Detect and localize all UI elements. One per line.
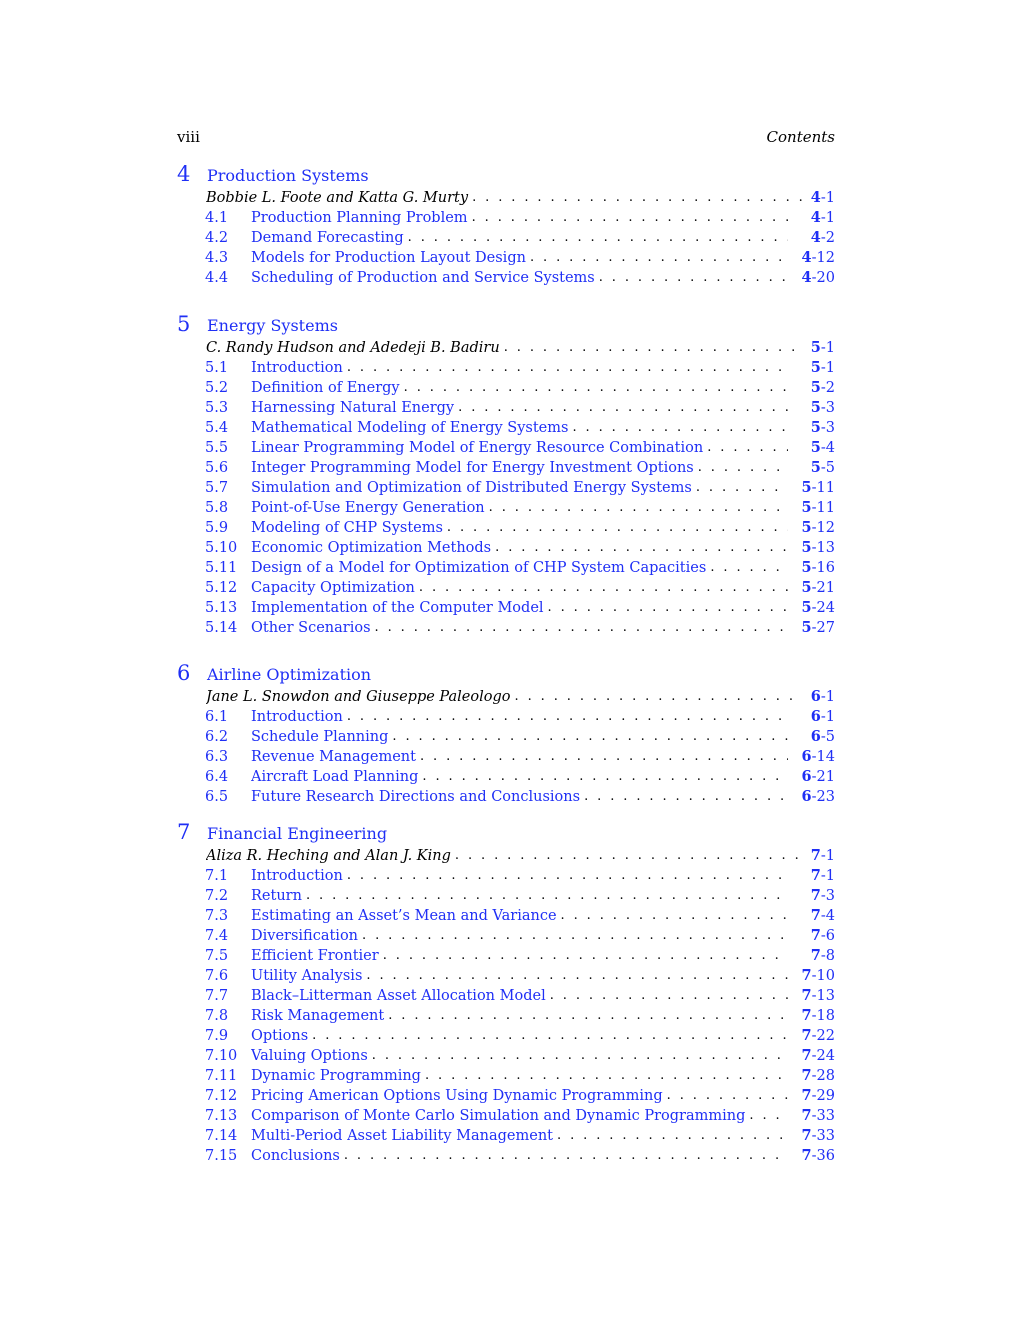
page-reference-link[interactable]: 7-33 <box>801 1107 835 1124</box>
toc-entry[interactable] <box>177 966 835 986</box>
dot-leader <box>408 228 788 248</box>
page-reference-link[interactable]: 7-1 <box>810 847 835 864</box>
dot-leader <box>550 986 788 1006</box>
section-title-link[interactable]: Simulation and Optimization of Distributed Energy Systems <box>251 480 692 496</box>
section-number[interactable]: 5.10 <box>205 540 238 556</box>
toc-entry[interactable] <box>177 1086 835 1106</box>
toc-entry[interactable] <box>177 1046 835 1066</box>
toc-entry[interactable] <box>177 1106 835 1126</box>
page-reference-link[interactable]: 5-5 <box>810 459 835 476</box>
toc-entry[interactable] <box>177 618 835 638</box>
dot-leader <box>548 598 788 618</box>
running-head-title: Contents <box>766 128 835 146</box>
page-reference-link[interactable]: 6-14 <box>801 748 835 765</box>
page-reference-link[interactable]: 7-13 <box>801 987 835 1004</box>
section-number[interactable]: 7.6 <box>205 968 229 984</box>
toc-entry[interactable] <box>177 886 835 906</box>
dot-leader <box>530 248 788 268</box>
toc-entry[interactable] <box>177 208 835 228</box>
page-reference-link[interactable]: 4-20 <box>801 269 835 286</box>
section-number[interactable]: 7.5 <box>205 948 229 964</box>
chapter-heading[interactable] <box>177 661 835 687</box>
dot-leader <box>312 1026 788 1046</box>
section-number[interactable]: 5.13 <box>205 600 238 616</box>
page-reference-link[interactable]: 7-10 <box>801 967 835 984</box>
dot-leader <box>667 1086 788 1106</box>
page-reference-link[interactable]: 5-21 <box>801 579 835 596</box>
chapter-block <box>177 162 835 288</box>
section-number[interactable]: 7.1 <box>205 868 229 884</box>
toc-entry[interactable] <box>177 707 835 727</box>
chapter-title-link[interactable]: Airline Optimization <box>207 665 372 684</box>
page-reference-link[interactable]: 4-2 <box>810 229 835 246</box>
page-reference-link[interactable]: 5-12 <box>801 519 835 536</box>
dot-leader <box>306 886 788 906</box>
dot-leader <box>344 1146 788 1166</box>
chapter-number[interactable]: 4 <box>177 162 191 186</box>
section-title-link[interactable]: Introduction <box>251 709 343 725</box>
dot-leader <box>707 438 788 458</box>
toc-entry[interactable] <box>177 558 835 578</box>
toc-entry[interactable] <box>177 1026 835 1046</box>
toc-entry[interactable] <box>177 926 835 946</box>
page-reference-link[interactable]: 5-11 <box>801 499 835 516</box>
toc-entry[interactable] <box>177 578 835 598</box>
section-title-link[interactable]: Options <box>251 1028 309 1044</box>
page-reference-link[interactable]: 5-1 <box>810 339 835 356</box>
chapter-number[interactable]: 7 <box>177 820 191 844</box>
toc-entry[interactable] <box>177 228 835 248</box>
section-title-link[interactable]: Risk Management <box>251 1008 385 1024</box>
section-number[interactable]: 5.6 <box>205 460 229 476</box>
dot-leader <box>515 687 803 707</box>
section-title-link[interactable]: Comparison of Monte Carlo Simulation and Dynamic Programming <box>251 1108 746 1124</box>
chapter-authors-row <box>177 338 835 358</box>
section-number[interactable]: 4.2 <box>205 230 229 246</box>
page-reference-link[interactable]: 4-1 <box>810 209 835 226</box>
dot-leader <box>696 478 788 498</box>
section-title-link[interactable]: Design of a Model for Optimization of CHP System Capacities <box>251 560 707 576</box>
section-number[interactable]: 6.1 <box>205 709 229 725</box>
toc-entry[interactable] <box>177 438 835 458</box>
dot-leader <box>420 747 788 767</box>
section-number[interactable]: 5.9 <box>205 520 229 536</box>
page-reference-link[interactable]: 7-8 <box>810 947 835 964</box>
chapter-authors: Jane L. Snowdon and Giuseppe Paleologo <box>206 689 511 705</box>
toc-entry[interactable] <box>177 1006 835 1026</box>
section-title-link[interactable]: Utility Analysis <box>251 968 363 984</box>
page-reference-link[interactable]: 7-4 <box>810 907 835 924</box>
section-title-link[interactable]: Implementation of the Computer Model <box>251 600 544 616</box>
toc-entry[interactable] <box>177 498 835 518</box>
section-title-link[interactable]: Conclusions <box>251 1148 340 1164</box>
chapter-number[interactable]: 5 <box>177 312 191 336</box>
page-reference-link[interactable]: 5-4 <box>810 439 835 456</box>
section-number[interactable]: 7.15 <box>205 1148 238 1164</box>
section-number[interactable]: 4.1 <box>205 210 229 226</box>
chapter-block <box>177 312 835 638</box>
dot-leader <box>572 418 788 438</box>
dot-leader <box>392 727 788 747</box>
section-title-link[interactable]: Pricing American Options Using Dynamic Programming <box>251 1088 663 1104</box>
dot-leader <box>698 458 788 478</box>
section-number[interactable]: 4.3 <box>205 250 229 266</box>
toc-entry[interactable] <box>177 538 835 558</box>
chapter-heading[interactable] <box>177 312 835 338</box>
chapter-title-link[interactable]: Production Systems <box>207 166 369 185</box>
section-title-link[interactable]: Modeling of CHP Systems <box>251 520 443 536</box>
page-reference-link[interactable]: 6-23 <box>801 788 835 805</box>
section-title-link[interactable]: Demand Forecasting <box>251 230 404 246</box>
page-reference-link[interactable]: 5-3 <box>810 399 835 416</box>
toc-entry[interactable] <box>177 518 835 538</box>
dot-leader <box>372 1046 788 1066</box>
chapter-authors: Bobbie L. Foote and Katta G. Murty <box>206 190 469 206</box>
page-reference-link[interactable]: 5-1 <box>810 359 835 376</box>
section-title-link[interactable]: Definition of Energy <box>251 380 400 396</box>
chapter-heading[interactable] <box>177 820 835 846</box>
page-reference-link[interactable]: 5-27 <box>801 619 835 636</box>
section-title-link[interactable]: Return <box>251 888 302 904</box>
dot-leader <box>504 338 802 358</box>
section-title-link[interactable]: Harnessing Natural Energy <box>251 400 455 416</box>
page-reference-link[interactable]: 7-18 <box>801 1007 835 1024</box>
section-title-link[interactable]: Schedule Planning <box>251 729 389 745</box>
toc-entry[interactable] <box>177 598 835 618</box>
dot-leader <box>472 188 802 208</box>
section-number[interactable]: 5.3 <box>205 400 229 416</box>
section-title-link[interactable]: Black–Litterman Asset Allocation Model <box>251 988 546 1004</box>
section-title-link[interactable]: Point-of-Use Energy Generation <box>251 500 485 516</box>
page-reference-link[interactable]: 5-3 <box>810 419 835 436</box>
dot-leader <box>425 1066 788 1086</box>
page-reference-link[interactable]: 5-11 <box>801 479 835 496</box>
section-title-link[interactable]: Valuing Options <box>251 1048 368 1064</box>
section-number[interactable]: 7.12 <box>205 1088 238 1104</box>
dot-leader <box>458 398 788 418</box>
dot-leader <box>710 558 788 578</box>
section-title-link[interactable]: Efficient Frontier <box>251 948 379 964</box>
dot-leader <box>422 767 788 787</box>
page-reference-link[interactable]: 7-6 <box>810 927 835 944</box>
section-number[interactable]: 7.4 <box>205 928 229 944</box>
toc-entry[interactable] <box>177 787 835 807</box>
dot-leader <box>557 1126 788 1146</box>
section-number[interactable]: 7.14 <box>205 1128 238 1144</box>
page-reference-link[interactable]: 7-3 <box>810 887 835 904</box>
chapter-authors-row <box>177 687 835 707</box>
section-title-link[interactable]: Scheduling of Production and Service Systems <box>251 270 595 286</box>
section-title-link[interactable]: Mathematical Modeling of Energy Systems <box>251 420 569 436</box>
dot-leader <box>388 1006 788 1026</box>
dot-leader <box>472 208 788 228</box>
toc-entry[interactable] <box>177 248 835 268</box>
section-number[interactable]: 6.2 <box>205 729 229 745</box>
dot-leader <box>561 906 788 926</box>
page-reference-link[interactable]: 5-16 <box>801 559 835 576</box>
section-title-link[interactable]: Multi-Period Asset Liability Management <box>251 1128 554 1144</box>
chapter-authors: Aliza R. Heching and Alan J. King <box>206 848 451 864</box>
dot-leader <box>362 926 788 946</box>
page-reference-link[interactable]: 7-24 <box>801 1047 835 1064</box>
page-reference-link[interactable]: 6-21 <box>801 768 835 785</box>
section-title-link[interactable]: Integer Programming Model for Energy Investment Options <box>251 460 694 476</box>
section-title-link[interactable]: Estimating an Asset’s Mean and Variance <box>251 908 557 924</box>
dot-leader <box>599 268 788 288</box>
running-head <box>177 127 835 147</box>
page-reference-link[interactable]: 7-28 <box>801 1067 835 1084</box>
dot-leader <box>383 946 788 966</box>
dot-leader <box>375 618 788 638</box>
page-reference-link[interactable]: 5-2 <box>810 379 835 396</box>
toc-entry[interactable] <box>177 358 835 378</box>
section-number[interactable]: 7.2 <box>205 888 229 904</box>
section-number[interactable]: 6.4 <box>205 769 229 785</box>
chapter-block <box>177 820 835 1166</box>
toc-entry[interactable] <box>177 268 835 288</box>
page-reference-link[interactable]: 6-1 <box>810 708 835 725</box>
toc-entry[interactable] <box>177 866 835 886</box>
section-title-link[interactable]: Revenue Management <box>251 749 416 765</box>
section-number[interactable]: 7.7 <box>205 988 229 1004</box>
section-number[interactable]: 7.3 <box>205 908 229 924</box>
toc-entry[interactable] <box>177 986 835 1006</box>
section-title-link[interactable]: Production Planning Problem <box>251 210 468 226</box>
page-reference-link[interactable]: 7-36 <box>801 1147 835 1164</box>
page-reference-link[interactable]: 4-12 <box>801 249 835 266</box>
page-reference-link[interactable]: 4-1 <box>810 189 835 206</box>
dot-leader <box>419 578 788 598</box>
dot-leader <box>749 1106 788 1126</box>
section-number[interactable]: 5.12 <box>205 580 238 596</box>
section-number[interactable]: 5.14 <box>205 620 238 636</box>
toc-entry[interactable] <box>177 458 835 478</box>
toc-entry[interactable] <box>177 378 835 398</box>
toc-entry[interactable] <box>177 1146 835 1166</box>
dot-leader <box>495 538 788 558</box>
section-number[interactable]: 5.11 <box>205 560 238 576</box>
section-number[interactable]: 7.9 <box>205 1028 229 1044</box>
chapter-title-link[interactable]: Financial Engineering <box>207 824 388 843</box>
toc-entry[interactable] <box>177 478 835 498</box>
chapter-title-link[interactable]: Energy Systems <box>207 316 338 335</box>
section-title-link[interactable]: Other Scenarios <box>251 620 371 636</box>
chapter-number[interactable]: 6 <box>177 661 191 685</box>
page-reference-link[interactable]: 5-13 <box>801 539 835 556</box>
section-title-link[interactable]: Diversification <box>251 928 359 944</box>
page-reference-link[interactable]: 7-33 <box>801 1127 835 1144</box>
toc-entry[interactable] <box>177 398 835 418</box>
dot-leader <box>447 518 788 538</box>
section-number[interactable]: 7.10 <box>205 1048 238 1064</box>
toc-entry[interactable] <box>177 747 835 767</box>
section-title-link[interactable]: Introduction <box>251 868 343 884</box>
dot-leader <box>347 358 788 378</box>
section-number[interactable]: 5.8 <box>205 500 229 516</box>
page-reference-link[interactable]: 7-29 <box>801 1087 835 1104</box>
section-number[interactable]: 5.1 <box>205 360 229 376</box>
dot-leader <box>366 966 788 986</box>
page-reference-link[interactable]: 6-1 <box>810 688 835 705</box>
dot-leader <box>489 498 788 518</box>
dot-leader <box>347 707 788 727</box>
toc-entry[interactable] <box>177 1126 835 1146</box>
section-number[interactable]: 6.5 <box>205 789 229 805</box>
section-number[interactable]: 7.11 <box>205 1068 238 1084</box>
page-reference-link[interactable]: 6-5 <box>810 728 835 745</box>
toc-entry[interactable] <box>177 906 835 926</box>
chapter-block <box>177 661 835 807</box>
section-title-link[interactable]: Introduction <box>251 360 343 376</box>
dot-leader <box>455 846 802 866</box>
page-reference-link[interactable]: 5-24 <box>801 599 835 616</box>
section-title-link[interactable]: Aircraft Load Planning <box>251 769 419 785</box>
section-title-link[interactable]: Capacity Optimization <box>251 580 415 596</box>
section-number[interactable]: 5.5 <box>205 440 229 456</box>
section-title-link[interactable]: Dynamic Programming <box>251 1068 421 1084</box>
chapter-authors-row <box>177 188 835 208</box>
toc-entry[interactable] <box>177 727 835 747</box>
page-number: viii <box>177 128 200 146</box>
chapter-authors-row <box>177 846 835 866</box>
toc-entry[interactable] <box>177 1066 835 1086</box>
dot-leader <box>347 866 788 886</box>
chapter-heading[interactable] <box>177 162 835 188</box>
section-title-link[interactable]: Economic Optimization Methods <box>251 540 492 556</box>
page-reference-link[interactable]: 7-1 <box>810 867 835 884</box>
section-number[interactable]: 5.2 <box>205 380 229 396</box>
page-reference-link[interactable]: 7-22 <box>801 1027 835 1044</box>
section-title-link[interactable]: Linear Programming Model of Energy Resource Combination <box>251 440 704 456</box>
chapter-authors: C. Randy Hudson and Adedeji B. Badiru <box>206 340 500 356</box>
dot-leader <box>584 787 788 807</box>
toc-entry[interactable] <box>177 418 835 438</box>
section-title-link[interactable]: Future Research Directions and Conclusions <box>251 789 581 805</box>
toc-entry[interactable] <box>177 767 835 787</box>
section-number[interactable]: 7.13 <box>205 1108 238 1124</box>
section-number[interactable]: 4.4 <box>205 270 229 286</box>
toc-entry[interactable] <box>177 946 835 966</box>
section-number[interactable]: 5.7 <box>205 480 229 496</box>
dot-leader <box>404 378 788 398</box>
section-number[interactable]: 7.8 <box>205 1008 229 1024</box>
section-title-link[interactable]: Models for Production Layout Design <box>251 250 526 266</box>
section-number[interactable]: 6.3 <box>205 749 229 765</box>
section-number[interactable]: 5.4 <box>205 420 229 436</box>
